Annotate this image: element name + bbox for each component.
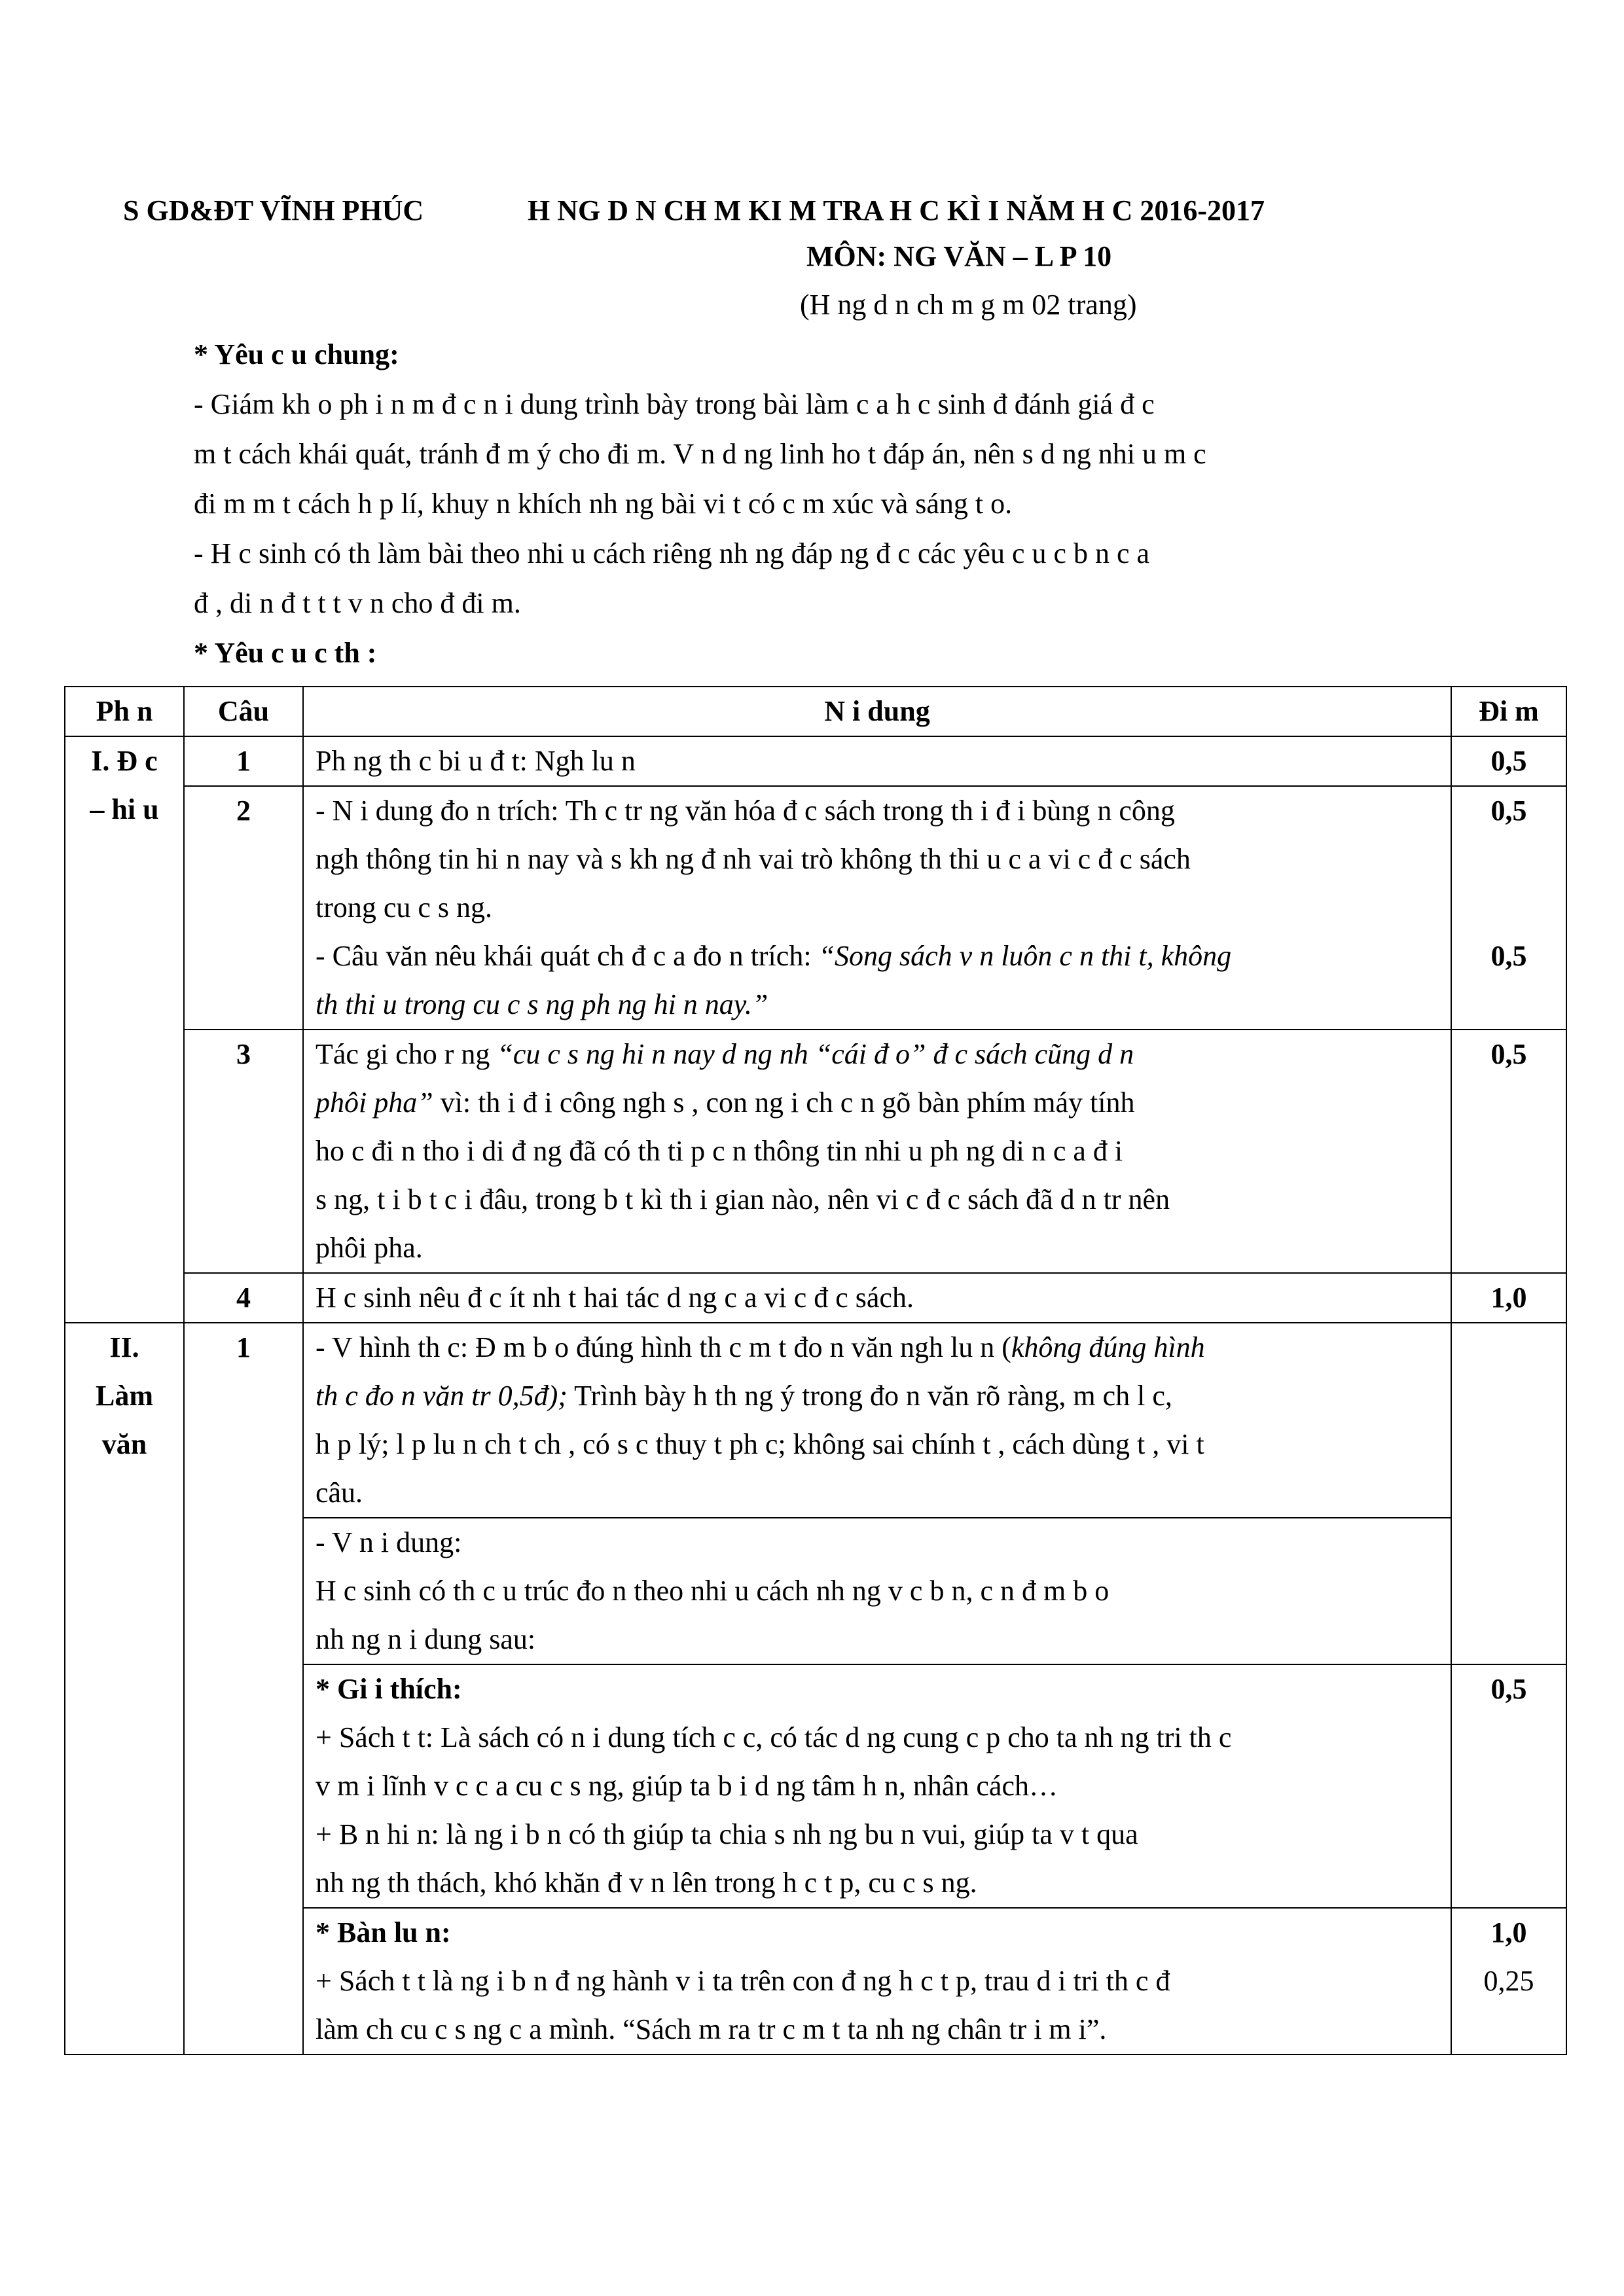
question-2-score-b: 0,5 <box>1490 940 1527 972</box>
explanation-score: 0,5 <box>1451 1664 1566 1908</box>
question-4-score: 1,0 <box>1451 1273 1566 1323</box>
general-line-3: đi m m t cách h p lí, khuy n khích nh ng bài vi t có c m xúc và sáng t o. <box>194 488 1013 520</box>
main-idea-quote-1: “Song sách v n luôn c n thi t, không <box>818 940 1232 972</box>
question-2-scores <box>1451 786 1566 1030</box>
explanation-line: nh ng th thách, khó khăn đ v n lên trong h c t p, cu c s ng. <box>316 1867 977 1899</box>
discussion-score: 1,0 <box>1490 1916 1527 1948</box>
part-writing-line-2: Làm <box>96 1380 153 1412</box>
part-writing-line-3: văn <box>101 1428 147 1460</box>
question-number: 2 <box>184 786 303 1030</box>
general-requirements-heading: * Yêu c u chung: <box>194 338 399 370</box>
question-number: 1 <box>184 736 303 786</box>
part-writing-line-1: II. <box>109 1331 139 1363</box>
form-italic-1: không đúng hình <box>1011 1331 1205 1363</box>
discussion-scores <box>1451 1908 1566 2054</box>
question-number: 4 <box>184 1273 303 1323</box>
content-line: nh ng n i dung sau: <box>316 1623 536 1655</box>
form-line: câu. <box>316 1477 363 1509</box>
header-part: Ph n <box>65 687 184 736</box>
answer-table <box>64 686 1567 2055</box>
explanation-content <box>303 1664 1451 1908</box>
form-after: Trình bày h th ng ý trong đo n văn rõ ràng, m ch l c, <box>567 1380 1172 1412</box>
table-row <box>65 1323 1566 1518</box>
general-line-4: - H c sinh có th làm bài theo nhi u cách riêng nh ng đáp ng đ c các yêu c u c b n c a <box>194 537 1150 569</box>
form-line: h p lý; l p lu n ch t ch , có s c thuy t ph c; không sai chính t , cách dùng t , vi t <box>316 1428 1204 1460</box>
question-3-line: s ng, t i b t c i đâu, trong b t kì th i gian nào, nên vi c đ c sách đã d n tr nên <box>316 1183 1170 1215</box>
question-number: 3 <box>184 1030 303 1273</box>
part-reading-line-2: – hi u <box>90 793 159 825</box>
question-4-content <box>303 1273 1451 1323</box>
question-3-line: ho c đi n tho i di đ ng đã có th ti p c n thông tin nhi u ph ng di n c a đ i <box>316 1135 1123 1167</box>
question-3-quote-2: phôi pha” <box>316 1086 433 1119</box>
question-3-quote-1: “cu c s ng hi n nay d ng nh “cái đ o” đ c sách cũng d n <box>497 1038 1134 1070</box>
question-3-line-1 <box>316 1030 1439 1079</box>
form-lead: - V hình th c: Đ m b o đúng hình th c m t đo n văn ngh lu n ( <box>316 1331 1011 1363</box>
question-3-content <box>303 1030 1451 1273</box>
department-name: S GD&ĐT VĨNH PHÚC <box>123 194 424 226</box>
table-row <box>65 736 1566 786</box>
question-2-score-a: 0,5 <box>1490 795 1527 827</box>
discussion-content <box>303 1908 1451 2054</box>
table-header-row <box>65 687 1566 736</box>
header-question: Câu <box>184 687 303 736</box>
question-2-line: - N i dung đo n trích: Th c tr ng văn hóa đ c sách trong th i đ i bùng n công <box>316 795 1175 827</box>
table-row <box>65 1273 1566 1323</box>
part-writing <box>65 1323 184 2054</box>
writing-content-score <box>1451 1518 1566 1664</box>
explanation-line: + B n hi n: là ng i b n có th giúp ta chia s nh ng bu n vui, giúp ta v t qua <box>316 1818 1138 1850</box>
writing-form-content <box>303 1323 1451 1518</box>
general-line-5: đ , di n đ t t t v n cho đ đi m. <box>194 587 521 619</box>
part-reading-line-1: I. Đ c <box>91 745 158 777</box>
header-content: N i dung <box>303 687 1451 736</box>
question-2-line: ngh thông tin hi n nay và s kh ng đ nh vai trò không th thi u c a vi c đ c sách <box>316 843 1191 875</box>
question-1-content <box>303 736 1451 786</box>
part-reading <box>65 736 184 1323</box>
main-idea-quote-2: th thi u trong cu c s ng ph ng hi n nay.” <box>316 988 768 1020</box>
writing-content-intro <box>303 1518 1451 1664</box>
question-3-line: phôi pha. <box>316 1232 423 1264</box>
question-3-line-2 <box>316 1079 1439 1127</box>
question-2-main-idea <box>316 932 1439 980</box>
question-3-reason: vì: th i đ i công ngh s , con ng i ch c n gõ bàn phím máy tính <box>433 1086 1135 1119</box>
table-row <box>65 786 1566 1030</box>
explanation-line: + Sách t t: Là sách có n i dung tích c c, có tác d ng cung c p cho ta nh ng tri th c <box>316 1721 1232 1753</box>
subject-line: MÔN: NG VĂN – L P 10 <box>806 240 1112 272</box>
form-italic-2: th c đo n văn tr 0,5đ); <box>316 1380 568 1412</box>
content-line: H c sinh có th c u trúc đo n theo nhi u cách nh ng v c b n, c n đ m b o <box>316 1575 1110 1607</box>
content-line: - V n i dung: <box>316 1526 462 1558</box>
explanation-line: v m i lĩnh v c c a cu c s ng, giúp ta b i d ng tâm h n, nhân cách… <box>316 1770 1058 1802</box>
page-count-note: (H ng d n ch m g m 02 trang) <box>800 289 1137 321</box>
question-2-line: trong cu c s ng. <box>316 891 493 924</box>
question-3-score: 0,5 <box>1451 1030 1566 1273</box>
question-1-text: Ph ng th c bi u đ t: Ngh lu n <box>316 745 636 777</box>
discussion-line: + Sách t t là ng i b n đ ng hành v i ta trên con đ ng h c t p, trau d i tri th c đ <box>316 1965 1170 1997</box>
form-line-2 <box>316 1372 1439 1420</box>
specific-requirements-heading: * Yêu c u c th : <box>194 637 377 669</box>
question-1-score: 0,5 <box>1451 736 1566 786</box>
explanation-heading: * Gi i thích: <box>316 1673 462 1705</box>
question-2-content <box>303 786 1451 1030</box>
general-line-1: - Giám kh o ph i n m đ c n i dung trình bày trong bài làm c a h c sinh đ đánh giá đ c <box>194 388 1155 420</box>
question-number: 1 <box>184 1323 303 2054</box>
header-score: Đi m <box>1451 687 1566 736</box>
question-2-quote-end <box>316 980 1439 1029</box>
question-3-lead: Tác gi cho r ng <box>316 1038 497 1070</box>
discussion-line: làm ch cu c s ng c a mình. “Sách m ra tr c m t ta nh ng chân tr i m i”. <box>316 2013 1107 2045</box>
general-line-2: m t cách khái quát, tránh đ m ý cho đi m. V n d ng linh ho t đáp án, nên s d ng nhi u m c <box>194 438 1206 470</box>
question-4-text: H c sinh nêu đ c ít nh t hai tác d ng c a vi c đ c sách. <box>316 1282 914 1314</box>
table-row <box>65 1030 1566 1273</box>
discussion-sub-score: 0,25 <box>1483 1965 1534 1997</box>
document-title: H NG D N CH M KI M TRA H C KÌ I NĂM H C 2016-2017 <box>528 194 1265 226</box>
main-idea-lead: - Câu văn nêu khái quát ch đ c a đo n trích: <box>316 940 819 972</box>
writing-form-score <box>1451 1323 1566 1518</box>
discussion-heading: * Bàn lu n: <box>316 1916 451 1948</box>
form-line-1 <box>316 1323 1439 1372</box>
